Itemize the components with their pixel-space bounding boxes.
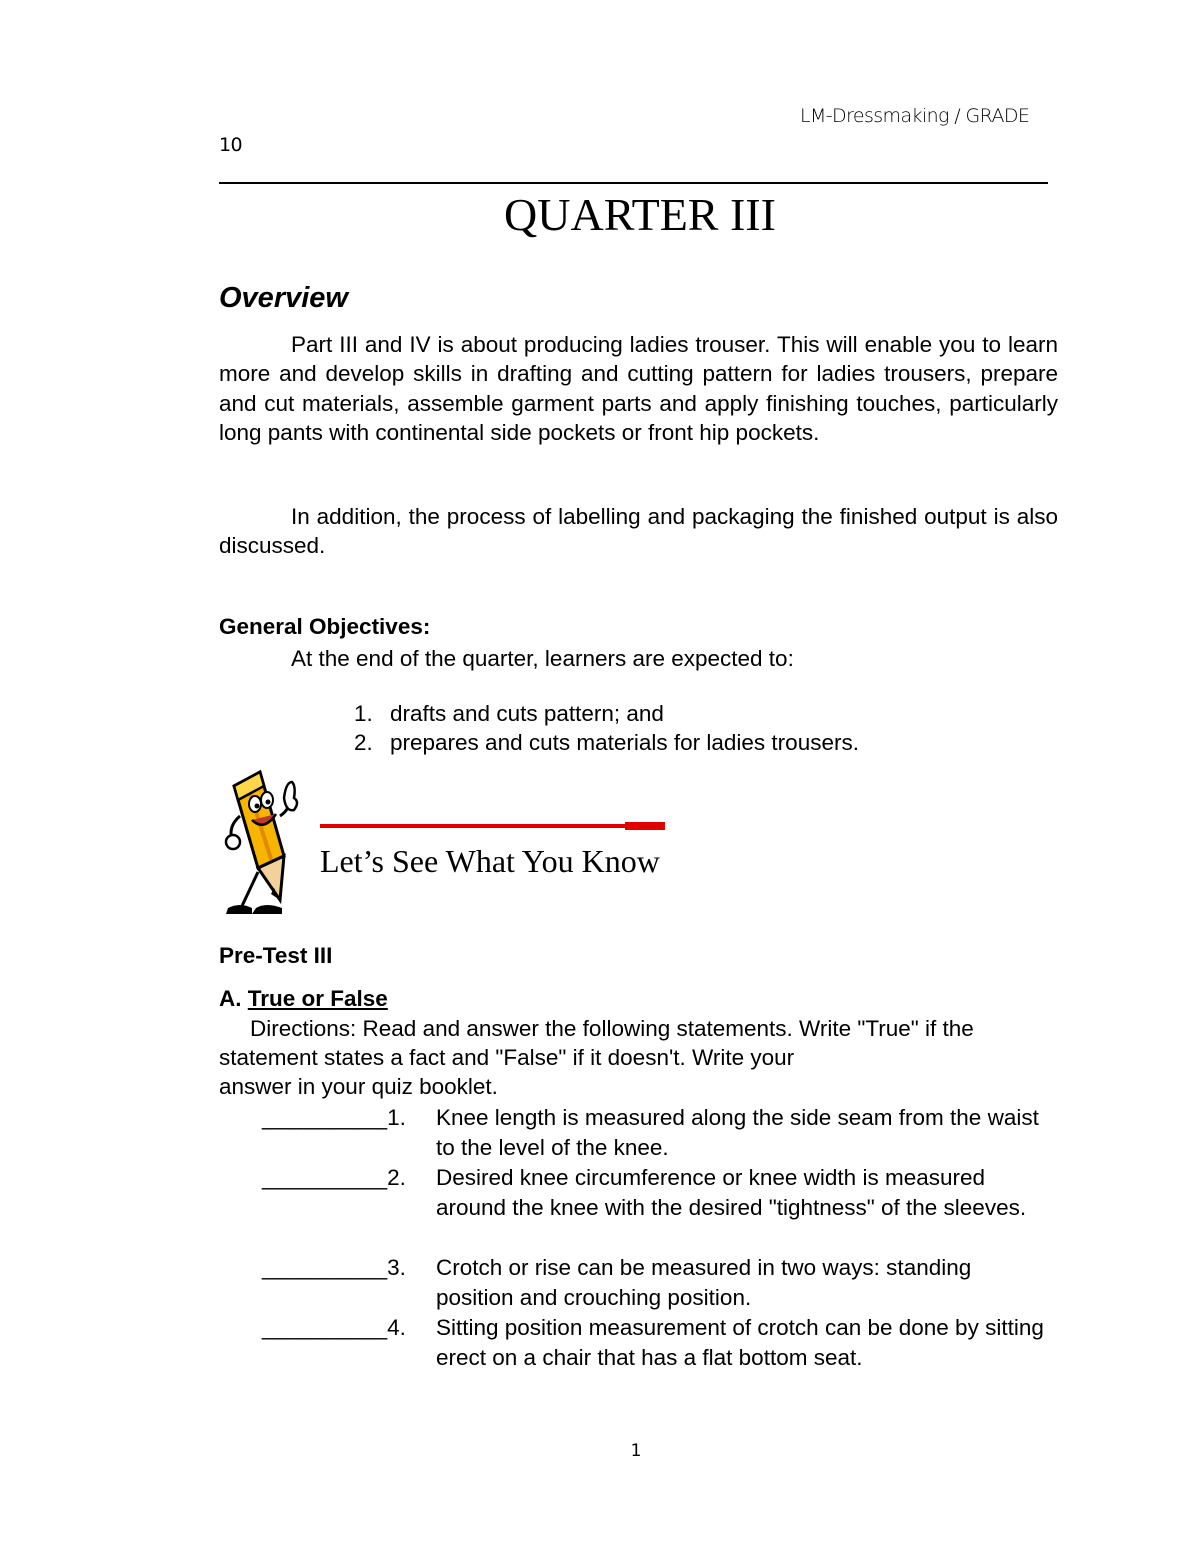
- page-number: 1: [630, 1441, 642, 1461]
- answer-blank: __________4.: [262, 1315, 406, 1340]
- overview-heading: Overview: [219, 282, 348, 314]
- overview-paragraph: [219, 330, 1058, 447]
- question-text: Knee length is measured along the side seam from the waist to the level of the knee.: [436, 1105, 1039, 1160]
- section-accent-line-end: [625, 822, 665, 830]
- overview-paragraph: [219, 502, 1058, 561]
- answer-blank: __________2.: [262, 1165, 406, 1190]
- question-item: [262, 1313, 1052, 1373]
- header-divider: [219, 182, 1048, 184]
- overview-paragraph-text: In addition, the process of labelling and packaging the finished output is also discussed.: [219, 504, 1058, 559]
- overview-paragraph-text: Part III and IV is about producing ladies trouser. This will enable you to learn more and develop skills in drafting and cutting pattern for ladies trousers, prepare and cut materials, assemble garment parts and apply finishing touches, particularly long pants with continental side pockets or front hip pockets.: [219, 332, 1058, 445]
- section-accent-line: [320, 824, 626, 828]
- question-text: Sitting position measurement of crotch can be done by sitting erect on a chair that has a flat bottom seat.: [436, 1315, 1044, 1370]
- section-title: Let’s See What You Know: [320, 843, 660, 879]
- part-letter: A.: [219, 986, 242, 1011]
- part-heading: [219, 986, 388, 1012]
- question-item: [262, 1163, 1052, 1223]
- pencil-mascot-icon: [222, 768, 304, 920]
- part-title: True or False: [247, 986, 388, 1011]
- objective-number: 1.: [354, 701, 373, 726]
- directions-line: answer in your quiz booklet.: [219, 1074, 498, 1099]
- page-title: QUARTER III: [504, 189, 776, 240]
- header-course-grade: LM-Dressmaking / GRADE: [800, 105, 1030, 127]
- question-item: [262, 1253, 1052, 1313]
- objective-number: 2.: [354, 730, 373, 755]
- objective-text: drafts and cuts pattern; and: [390, 701, 664, 726]
- objective-item: [354, 730, 859, 756]
- question-text: Crotch or rise can be measured in two ways: standing position and crouching position.: [436, 1255, 972, 1310]
- question-text: Desired knee circumference or knee width is measured around the knee with the desired "tightness" of the sleeves.: [436, 1165, 1027, 1220]
- header-grade-number: 10: [219, 134, 242, 156]
- objectives-heading: General Objectives:: [219, 614, 431, 639]
- answer-blank: __________3.: [262, 1255, 406, 1280]
- pretest-heading: Pre-Test III: [219, 943, 333, 968]
- objective-item: [354, 701, 664, 727]
- answer-blank: __________1.: [262, 1105, 406, 1130]
- directions-line: statement states a fact and "False" if it doesn't. Write your: [219, 1045, 795, 1070]
- objectives-intro: At the end of the quarter, learners are expected to:: [291, 646, 794, 671]
- objective-text: prepares and cuts materials for ladies trousers.: [390, 730, 859, 755]
- directions-line: Directions: Read and answer the following statements. Write "True" if the: [250, 1016, 974, 1041]
- question-item: [262, 1103, 1052, 1163]
